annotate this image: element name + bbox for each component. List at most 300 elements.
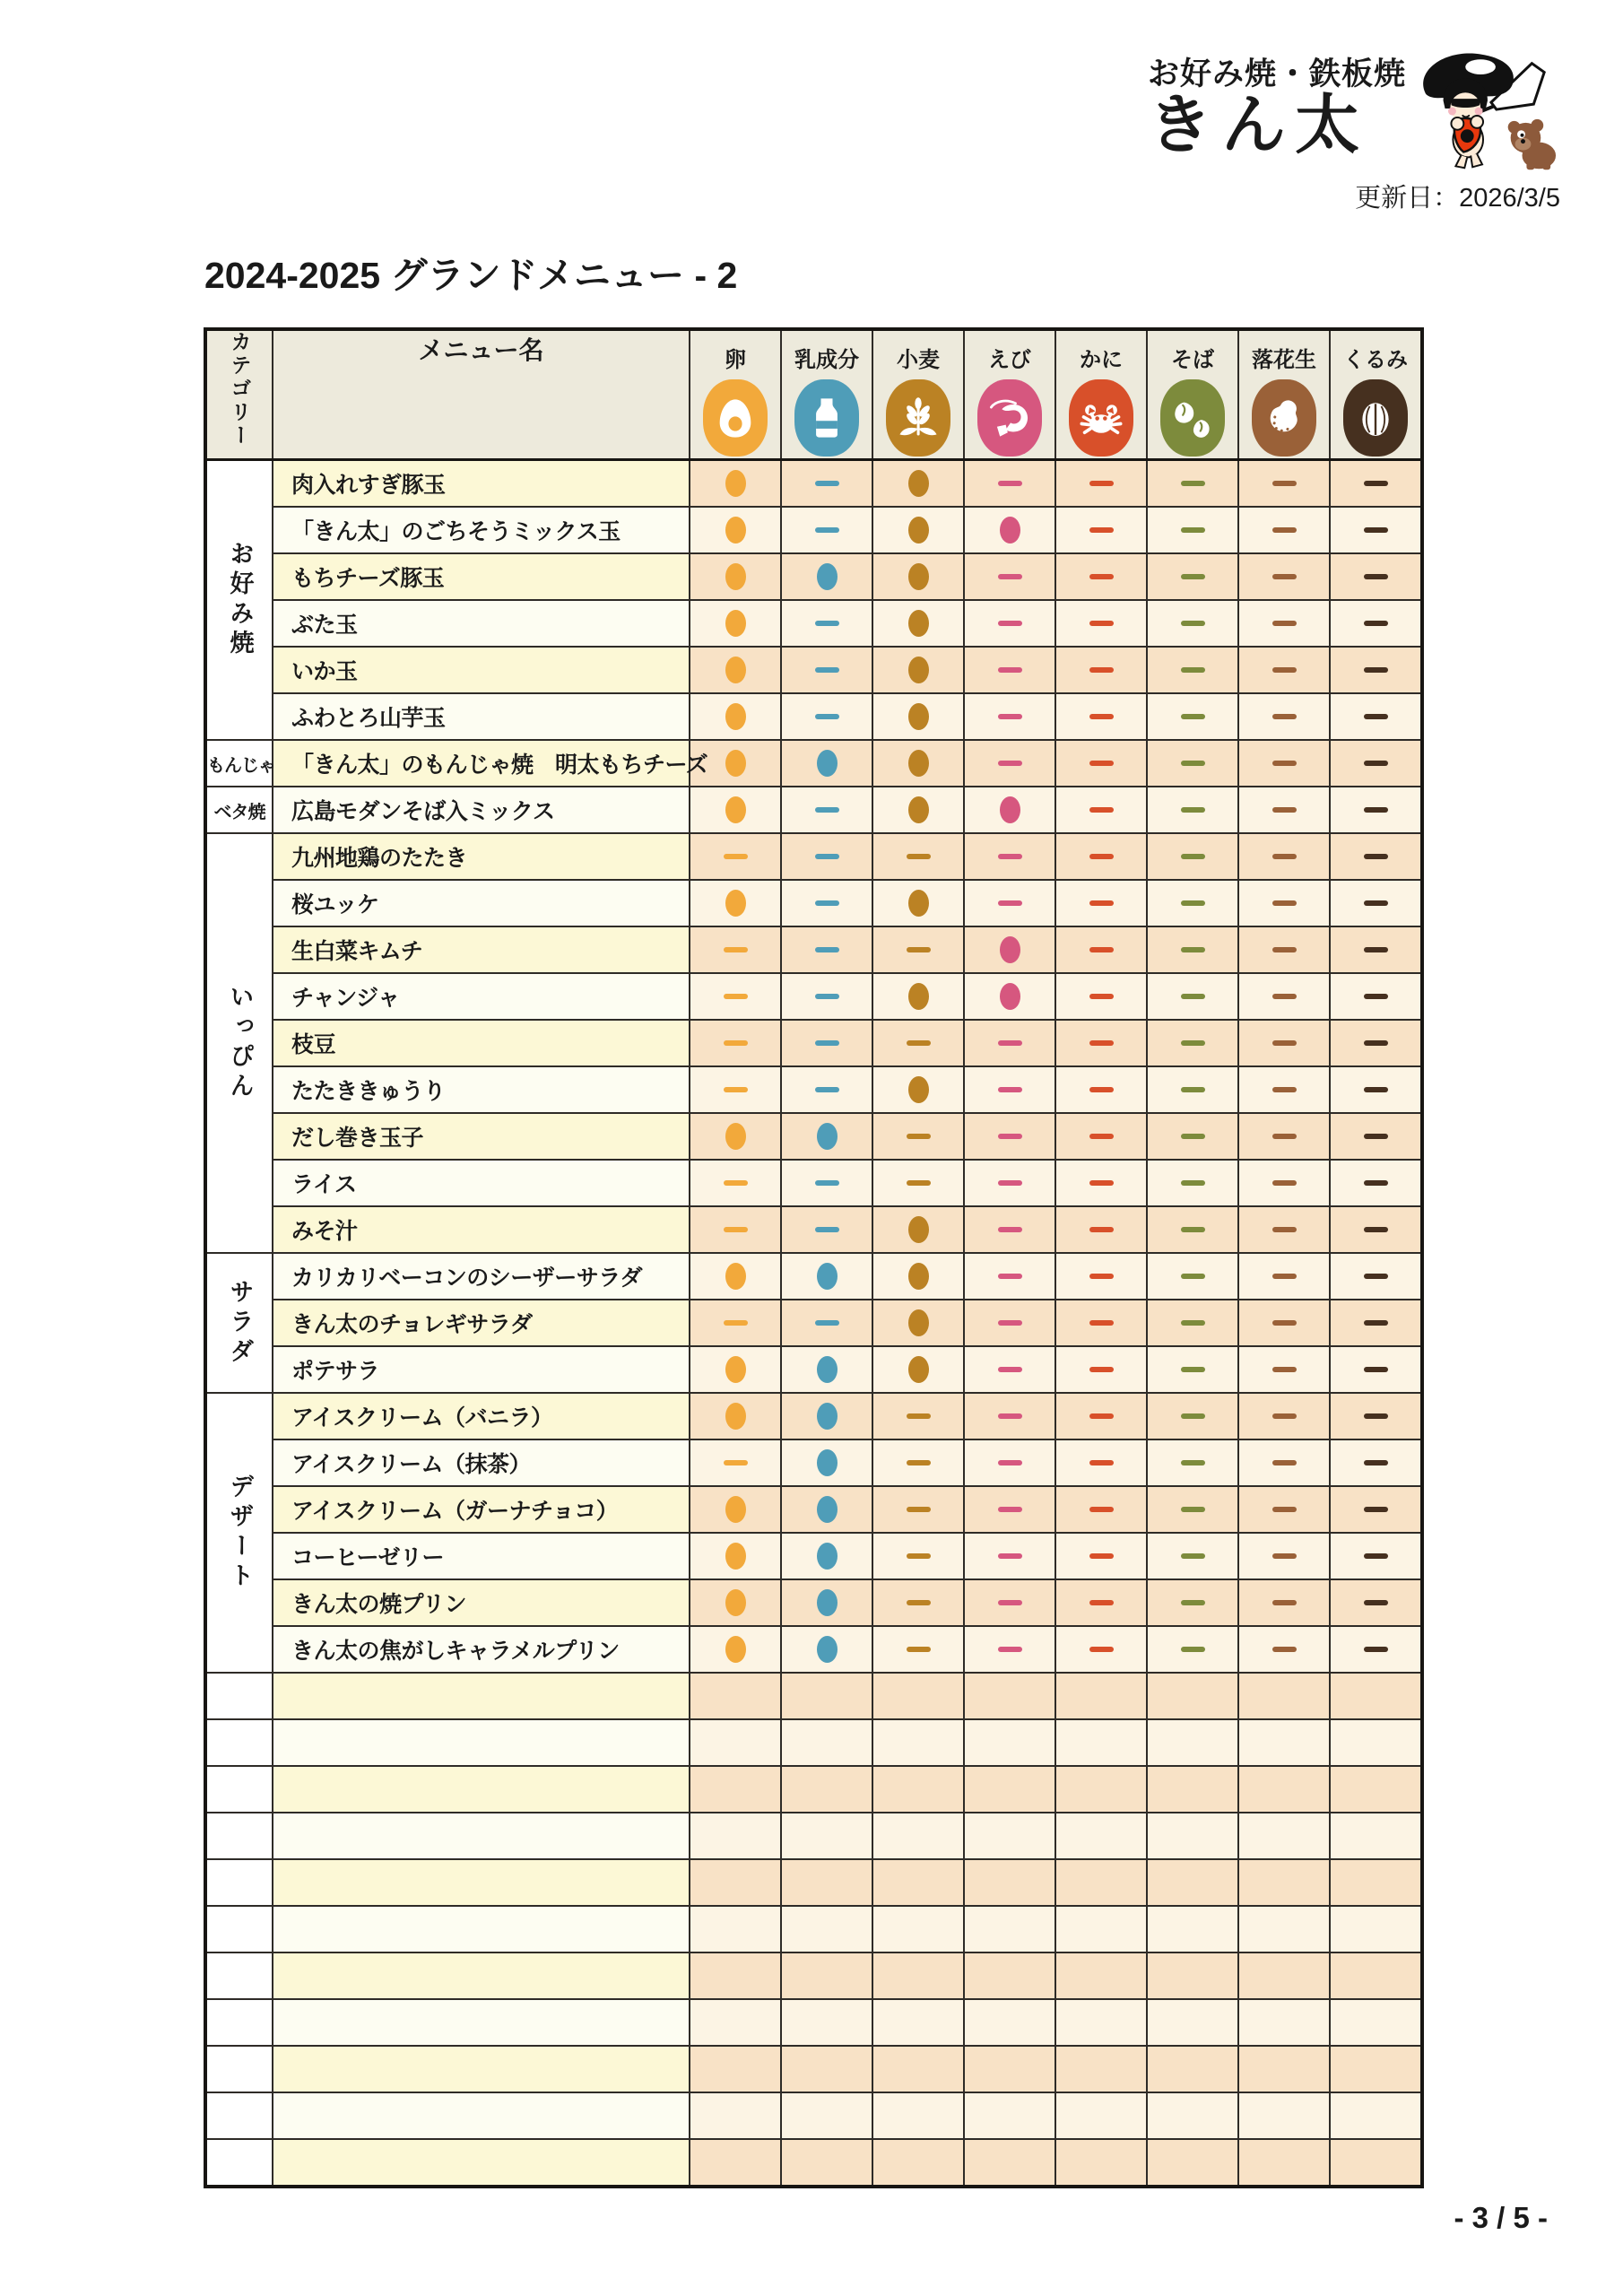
mark-empty [781,1999,872,2046]
mark-shrimp [964,1533,1055,1579]
none-dash [1364,621,1388,626]
mark-egg [690,553,781,600]
none-dash [1089,481,1114,486]
mark-empty [1238,2139,1330,2187]
mark-empty [1330,1719,1422,1766]
allergen-label: 乳成分 [794,348,859,372]
mark-empty [1055,1952,1147,1999]
mark-soba [1147,1113,1238,1160]
category-cell [205,460,273,741]
mark-empty [1238,1859,1330,1906]
menu-item-name-empty [273,1952,690,1999]
crab-icon [1069,379,1133,457]
menu-item-name: 九州地鶏のたたき [273,833,690,880]
table-row [205,1486,1422,1533]
category-cell-empty [205,1813,273,1859]
menu-item-name: いか玉 [273,647,690,693]
mark-peanut [1238,647,1330,693]
none-dash [1364,761,1388,766]
menu-item-name-empty [273,2092,690,2139]
contains-dot [817,1449,838,1476]
contains-dot [725,1496,746,1523]
mark-milk [781,1626,872,1673]
mark-egg [690,880,781,926]
logo-text [1148,45,1406,160]
none-dash [1089,807,1114,813]
page-number: - 3 / 5 - [1454,2201,1548,2234]
mark-empty [781,1813,872,1859]
milk-bottle-icon [794,379,859,457]
none-dash [815,947,839,952]
mark-wheat [872,1393,964,1439]
mark-crab [1055,926,1147,973]
none-dash [1181,807,1205,813]
contains-dot [725,890,746,917]
none-dash [1272,1647,1297,1652]
mark-wheat [872,833,964,880]
mark-shrimp [964,1020,1055,1066]
mark-crab [1055,1626,1147,1673]
mark-crab [1055,507,1147,553]
mark-soba [1147,600,1238,647]
mark-empty [1330,2139,1422,2187]
mark-soba [1147,507,1238,553]
mark-milk [781,973,872,1020]
restaurant-logo [1148,45,1560,184]
none-dash [907,1413,931,1419]
category-cell [205,833,273,1253]
mark-crab [1055,833,1147,880]
none-dash [1089,621,1114,626]
mark-wheat [872,787,964,833]
mark-shrimp [964,1486,1055,1533]
mark-empty [872,1952,964,1999]
mark-walnut [1330,1533,1422,1579]
contains-dot [725,1636,746,1663]
mark-empty [1330,1813,1422,1859]
category-column-header-label: カテゴリー [228,331,252,448]
peanut-icon [1252,379,1316,457]
walnut-icon [1343,379,1408,457]
mark-soba [1147,1300,1238,1346]
mark-wheat [872,1439,964,1486]
mark-crab [1055,1439,1147,1486]
mark-empty [690,2046,781,2092]
empty-table-row [205,2092,1422,2139]
category-cell-empty [205,1719,273,1766]
none-dash [815,1180,839,1186]
mark-walnut [1330,1346,1422,1393]
none-dash [1272,900,1297,906]
none-dash [1181,1087,1205,1092]
none-dash [1272,714,1297,719]
mark-soba [1147,1253,1238,1300]
none-dash [1181,1413,1205,1419]
mark-crab [1055,1533,1147,1579]
category-label: ベタ焼 [213,802,265,822]
mark-crab [1055,973,1147,1020]
none-dash [998,1647,1022,1652]
none-dash [1364,527,1388,533]
table-row [205,1066,1422,1113]
mark-empty [690,1673,781,1719]
menu-item-name: きん太の焼プリン [273,1579,690,1626]
none-dash [1181,574,1205,579]
table-header-row [205,329,1422,460]
none-dash [815,900,839,906]
mark-walnut [1330,693,1422,740]
mark-shrimp [964,1300,1055,1346]
menu-item-name: 広島モダンそば入ミックス [273,787,690,833]
mark-empty [1238,1952,1330,1999]
mark-soba [1147,740,1238,787]
none-dash [1089,1460,1114,1465]
none-dash [907,1040,931,1046]
category-cell [205,787,273,833]
mark-empty [872,2092,964,2139]
mark-milk [781,553,872,600]
allergen-table [204,327,1424,2188]
none-dash [724,1460,748,1465]
category-cell-empty [205,1952,273,1999]
menu-item-name: 生白菜キムチ [273,926,690,973]
mark-walnut [1330,1066,1422,1113]
mark-peanut [1238,833,1330,880]
table-row [205,1346,1422,1393]
mark-shrimp [964,1393,1055,1439]
mark-empty [1055,1906,1147,1952]
mark-shrimp [964,553,1055,600]
none-dash [1364,947,1388,952]
none-dash [1181,1367,1205,1372]
mark-empty [690,1906,781,1952]
logo-brand-name: きん太 [1147,89,1368,161]
table-row [205,647,1422,693]
mark-peanut [1238,600,1330,647]
mark-empty [964,1906,1055,1952]
mark-milk [781,1346,872,1393]
none-dash [1089,1507,1114,1512]
mark-shrimp [964,1579,1055,1626]
mark-empty [872,1766,964,1813]
none-dash [1089,1087,1114,1092]
mark-peanut [1238,460,1330,508]
category-label: お好み焼 [226,541,254,659]
none-dash [1181,900,1205,906]
none-dash [1364,1180,1388,1186]
none-dash [998,1460,1022,1465]
mark-soba [1147,1020,1238,1066]
contains-dot [817,1636,838,1663]
mark-walnut [1330,973,1422,1020]
none-dash [1089,1367,1114,1372]
menu-item-name: もちチーズ豚玉 [273,553,690,600]
none-dash [724,1087,748,1092]
none-dash [815,481,839,486]
menu-item-name-empty [273,1859,690,1906]
contains-dot [908,983,929,1010]
contains-dot [908,657,929,683]
mark-empty [1147,1952,1238,1999]
none-dash [1181,621,1205,626]
mark-egg [690,787,781,833]
contains-dot [908,703,929,730]
menu-item-name: 枝豆 [273,1020,690,1066]
none-dash [815,667,839,673]
mark-empty [1238,1813,1330,1859]
none-dash [1089,1274,1114,1279]
mark-empty [872,1906,964,1952]
table-row [205,1579,1422,1626]
menu-item-name: たたききゅうり [273,1066,690,1113]
mark-empty [872,1813,964,1859]
logo-tagline: お好み焼・鉄板焼 [1147,57,1406,91]
category-cell-empty [205,2139,273,2187]
mark-milk [781,1206,872,1253]
none-dash [1089,994,1114,999]
contains-dot [908,1076,929,1103]
mark-wheat [872,1346,964,1393]
none-dash [1089,1600,1114,1605]
table-row [205,880,1422,926]
menu-item-name: アイスクリーム（ガーナチョコ） [273,1486,690,1533]
none-dash [1089,854,1114,859]
table-row [205,1393,1422,1439]
none-dash [907,1600,931,1605]
none-dash [1181,1507,1205,1512]
mark-walnut [1330,553,1422,600]
none-dash [724,1180,748,1186]
contains-dot [908,517,929,544]
contains-dot [725,517,746,544]
mark-egg [690,1020,781,1066]
none-dash [1272,761,1297,766]
contains-dot [908,796,929,823]
none-dash [907,1647,931,1652]
mark-crab [1055,880,1147,926]
category-cell [205,1253,273,1393]
none-dash [815,527,839,533]
none-dash [1181,854,1205,859]
mark-milk [781,1439,872,1486]
none-dash [998,761,1022,766]
menu-item-name: ふわとろ山芋玉 [273,693,690,740]
none-dash [724,947,748,952]
table-row [205,1160,1422,1206]
mark-empty [1055,1673,1147,1719]
mark-egg [690,600,781,647]
mark-shrimp [964,1439,1055,1486]
mark-soba [1147,647,1238,693]
none-dash [1089,761,1114,766]
none-dash [815,994,839,999]
menu-item-name: 「きん太」のごちそうミックス玉 [273,507,690,553]
mark-egg [690,1066,781,1113]
mark-crab [1055,600,1147,647]
mark-soba [1147,1160,1238,1206]
none-dash [998,1413,1022,1419]
mark-walnut [1330,926,1422,973]
none-dash [1089,1320,1114,1326]
category-cell [205,1393,273,1673]
mark-peanut [1238,693,1330,740]
contains-dot [1000,796,1020,823]
none-dash [1272,667,1297,673]
mark-empty [964,2046,1055,2092]
mark-soba [1147,1439,1238,1486]
none-dash [907,947,931,952]
allergen-label: くるみ [1343,348,1408,372]
mark-crab [1055,1113,1147,1160]
mark-egg [690,507,781,553]
empty-table-row [205,1766,1422,1813]
mark-egg [690,1626,781,1673]
none-dash [1181,947,1205,952]
mark-empty [1330,1952,1422,1999]
contains-dot [908,470,929,497]
none-dash [907,1553,931,1559]
mark-soba [1147,553,1238,600]
mark-milk [781,600,872,647]
contains-dot [725,563,746,590]
mark-empty [964,2139,1055,2187]
mark-wheat [872,1300,964,1346]
none-dash [1089,900,1114,906]
mark-shrimp [964,1626,1055,1673]
none-dash [998,667,1022,673]
mark-walnut [1330,1020,1422,1066]
mark-milk [781,693,872,740]
mark-empty [964,1999,1055,2046]
mark-peanut [1238,740,1330,787]
none-dash [998,1600,1022,1605]
mark-empty [872,1999,964,2046]
mark-walnut [1330,1206,1422,1253]
menu-item-name: コーヒーゼリー [273,1533,690,1579]
none-dash [724,1227,748,1232]
mark-soba [1147,973,1238,1020]
mark-empty [964,2092,1055,2139]
mark-shrimp [964,973,1055,1020]
mark-shrimp [964,880,1055,926]
mark-empty [872,2046,964,2092]
none-dash [1089,527,1114,533]
mark-walnut [1330,1439,1422,1486]
mark-shrimp [964,1160,1055,1206]
none-dash [1272,621,1297,626]
contains-dot [908,1356,929,1383]
mark-empty [1330,1999,1422,2046]
none-dash [998,1553,1022,1559]
contains-dot [817,1589,838,1616]
shrimp-icon [977,379,1042,457]
mark-empty [872,2139,964,2187]
none-dash [1364,1507,1388,1512]
mark-empty [1330,1766,1422,1813]
none-dash [1272,1274,1297,1279]
contains-dot [725,703,746,730]
none-dash [1181,1320,1205,1326]
table-row [205,553,1422,600]
none-dash [1089,1180,1114,1186]
mark-wheat [872,880,964,926]
none-dash [1364,1367,1388,1372]
none-dash [1272,1087,1297,1092]
category-label: いっぴん [226,984,254,1102]
category-cell-empty [205,1999,273,2046]
mark-walnut [1330,1626,1422,1673]
table-row [205,600,1422,647]
mark-empty [1147,1719,1238,1766]
mark-peanut [1238,973,1330,1020]
mark-wheat [872,973,964,1020]
mark-empty [690,1859,781,1906]
contains-dot [725,1589,746,1616]
mark-empty [1055,1719,1147,1766]
mark-egg [690,1439,781,1486]
contains-dot [817,1543,838,1570]
menu-item-name-empty [273,1673,690,1719]
none-dash [1272,994,1297,999]
mark-empty [781,2092,872,2139]
mark-empty [1238,2092,1330,2139]
none-dash [1272,947,1297,952]
none-dash [815,1087,839,1092]
allergen-column-header-walnut [1330,329,1422,460]
none-dash [1089,1413,1114,1419]
none-dash [724,854,748,859]
contains-dot [908,563,929,590]
mark-soba [1147,1579,1238,1626]
menu-item-name: だし巻き玉子 [273,1113,690,1160]
menu-item-name-empty [273,1813,690,1859]
none-dash [998,1227,1022,1232]
allergen-label: 卵 [725,348,746,372]
mark-milk [781,1253,872,1300]
contains-dot [725,1263,746,1290]
menu-item-name: ライス [273,1160,690,1206]
mark-empty [1238,2046,1330,2092]
none-dash [1272,1180,1297,1186]
mark-empty [781,1859,872,1906]
none-dash [1089,1227,1114,1232]
egg-icon [703,379,768,457]
mark-empty [1147,1999,1238,2046]
mark-empty [1147,2092,1238,2139]
none-dash [907,1134,931,1139]
table-row [205,1253,1422,1300]
mark-soba [1147,1206,1238,1253]
mark-empty [1238,1673,1330,1719]
table-row [205,1020,1422,1066]
mark-empty [964,1813,1055,1859]
none-dash [998,1367,1022,1372]
mark-shrimp [964,1113,1055,1160]
mark-empty [964,1673,1055,1719]
mark-crab [1055,1346,1147,1393]
none-dash [1364,574,1388,579]
allergen-label: かに [1080,348,1123,372]
mark-crab [1055,647,1147,693]
mark-egg [690,1579,781,1626]
none-dash [1364,1320,1388,1326]
none-dash [724,1320,748,1326]
none-dash [1364,1647,1388,1652]
mark-empty [1238,1906,1330,1952]
empty-table-row [205,1813,1422,1859]
none-dash [815,1227,839,1232]
none-dash [724,1040,748,1046]
